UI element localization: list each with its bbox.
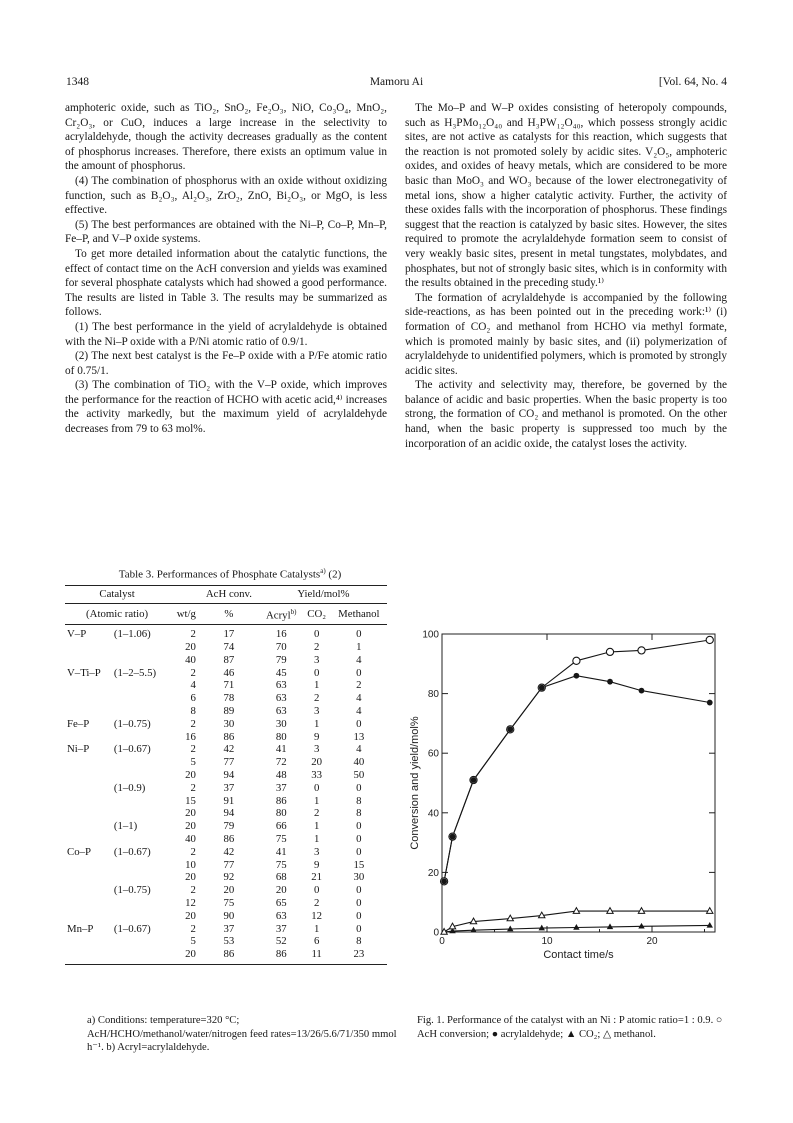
table-cell-acryl: 70 bbox=[275, 640, 287, 653]
paragraph: The activity and selectivity may, therefore, be governed by the balance of acidic and basic properties. When the basic property is too strong, the formation of CO₂ and methanol is promoted. On the other hand, when the basic property is suppressed too much by the incorporation of an acidic oxide, the catalyst loses the activity. bbox=[405, 379, 727, 450]
paragraph: The Mo–P and W–P oxides consisting of heteropoly compounds, such as H₃PMo₁₂O₄₀ and H₃PW₁₂O₄₀, which possess strongly acidic sites, are not active as catalysts for this reaction, which suggests that the reaction is not promoted solely by acidic sites. V₂O₅, amphoteric oxides, and oxides of heavy metals, which are considered to be more basic than MoO₃ and WO₃ because of the lower electronegativity of metal ions, show a higher catalytic activity. Further, the activity of these oxides falls with the incorporation of phosphorus. These findings suggest that the reaction is catalyzed by basic sites. However, the sites required to promote the acrylaldehyde formation seem to consist of very weakly basic sites, present in metal tungstates, molybdates, and phosphates, but not of strongly basic sites, which is in conformity with the results obtained in the preceding study.¹⁾ bbox=[405, 102, 727, 290]
volume-info: [Vol. 64, No. 4 bbox=[658, 76, 727, 88]
table-cell-acryl: 16 bbox=[275, 628, 287, 641]
table-cell-wt: 12 bbox=[185, 896, 196, 909]
table-cell-co2: 3 bbox=[313, 743, 320, 756]
figure-caption bbox=[417, 1014, 737, 1041]
header-catalyst-text: Catalyst bbox=[99, 588, 135, 600]
plot-frame bbox=[442, 634, 715, 932]
table-cell-conv: 79 bbox=[223, 820, 235, 833]
table-row bbox=[65, 871, 387, 884]
header-acryl bbox=[260, 603, 303, 624]
table-cell-acryl: 63 bbox=[275, 679, 287, 692]
table-cell-acryl: 75 bbox=[275, 832, 287, 845]
footnote-marker: a) bbox=[320, 567, 326, 575]
table-cell-catalyst bbox=[65, 705, 112, 718]
table-cell-ratio bbox=[112, 756, 169, 769]
table-cell-methanol: 30 bbox=[353, 871, 365, 884]
table-cell-catalyst bbox=[65, 731, 112, 744]
table-cell-conv: 17 bbox=[223, 628, 235, 641]
table-cell-methanol: 8 bbox=[356, 794, 362, 807]
table-cell-wt: 20 bbox=[185, 768, 196, 781]
header-wt: wt/g bbox=[169, 603, 198, 624]
x-tick-label: 20 bbox=[646, 936, 658, 947]
table-cell-methanol: 23 bbox=[331, 948, 387, 964]
table-cell-ratio bbox=[112, 769, 169, 782]
header-blank bbox=[169, 586, 198, 604]
table-cell-wt: 16 bbox=[185, 730, 196, 743]
table-cell-methanol: 13 bbox=[353, 730, 365, 743]
table-cell-wt: 20 bbox=[185, 909, 196, 922]
table-cell-wt: 5 bbox=[190, 756, 196, 769]
table-cell-methanol: 50 bbox=[353, 768, 365, 781]
table-cell-co2: 20 bbox=[311, 756, 323, 769]
y-tick-label: 80 bbox=[427, 689, 439, 701]
table-row bbox=[65, 897, 387, 910]
data-point-acryl bbox=[441, 878, 447, 884]
table-cell-methanol: 0 bbox=[356, 884, 362, 897]
table-cell-ratio: (1–0.67) bbox=[113, 922, 151, 935]
x-axis-label: Contact time/s bbox=[543, 949, 614, 961]
table-row bbox=[65, 769, 387, 782]
table-cell-methanol: 0 bbox=[356, 628, 362, 641]
table-row bbox=[65, 884, 387, 897]
data-point-methanol bbox=[638, 908, 644, 914]
y-tick-label: 0 bbox=[433, 927, 439, 939]
table-cell-conv: 37 bbox=[223, 922, 235, 935]
left-column bbox=[65, 101, 387, 437]
table-cell-co2: 2 bbox=[313, 640, 320, 653]
open-circle-icon: ○ bbox=[715, 1015, 723, 1026]
table-cell-wt: 2 bbox=[190, 666, 196, 679]
table-footnotes: a) Conditions: temperature=320 °C; AcH/HCHO/methanol/water/nitrogen feed rates=13/26/5.6/71/350 mmol h⁻¹. b) Acryl=acrylaldehyde. bbox=[87, 1015, 397, 1053]
data-point-acryl bbox=[450, 834, 456, 840]
data-point-methanol bbox=[607, 908, 613, 914]
table-row bbox=[65, 820, 387, 833]
table-cell-catalyst bbox=[65, 910, 112, 923]
table-cell-acryl: 41 bbox=[275, 845, 287, 858]
table-cell-methanol: 0 bbox=[356, 666, 362, 679]
table-cell-methanol: 0 bbox=[356, 717, 362, 730]
table-cell-acryl: 86 bbox=[260, 948, 303, 964]
table-cell-co2: 3 bbox=[313, 704, 320, 717]
data-point-co2 bbox=[507, 926, 513, 932]
right-column bbox=[405, 101, 727, 451]
table-cell-conv: 87 bbox=[223, 653, 235, 666]
table-cell-co2: 1 bbox=[313, 717, 320, 730]
table-cell-catalyst bbox=[65, 948, 112, 964]
table-cell-acryl: 41 bbox=[275, 743, 287, 756]
table-row bbox=[65, 625, 387, 641]
table-cell-co2: 33 bbox=[311, 768, 323, 781]
table-caption-text: Table 3. Performances of Phosphate Catalysts bbox=[118, 568, 321, 581]
table-cell-catalyst: V–Ti–P bbox=[67, 666, 101, 679]
figure-caption-text: Fig. 1. Performance of the catalyst with an Ni : P atomic ratio=1 : 0.9. bbox=[417, 1015, 714, 1026]
table-cell-conv: 77 bbox=[223, 858, 235, 871]
data-point-conversion bbox=[606, 648, 613, 655]
table-cell-wt: 5 bbox=[190, 935, 196, 948]
table-row bbox=[65, 654, 387, 667]
table-cell-co2: 9 bbox=[313, 858, 320, 871]
table-cell-ratio bbox=[112, 807, 169, 820]
data-point-conversion bbox=[706, 636, 713, 643]
table-cell-ratio bbox=[112, 692, 169, 705]
table-cell-co2: 3 bbox=[313, 653, 320, 666]
data-point-acryl bbox=[539, 685, 545, 691]
table-cell-co2: 0 bbox=[313, 666, 320, 679]
table-cell-methanol: 0 bbox=[356, 896, 362, 909]
table-cell-acryl: 48 bbox=[275, 768, 287, 781]
data-point-co2 bbox=[470, 927, 476, 933]
table-cell-acryl: 65 bbox=[275, 896, 287, 909]
table-cell-wt: 8 bbox=[190, 704, 196, 717]
table-cell-conv: 86 bbox=[223, 730, 235, 743]
table-cell-wt: 2 bbox=[190, 781, 196, 794]
table-cell-acryl: 75 bbox=[275, 858, 287, 871]
table-cell-conv: 90 bbox=[223, 909, 235, 922]
table-row bbox=[65, 846, 387, 859]
paragraph: (1) The best performance in the yield of acrylaldehyde is obtained with the Ni–P oxide with a P/Ni atomic ratio of 0.9/1. bbox=[65, 320, 387, 348]
table-cell-ratio: (1–0.75) bbox=[113, 884, 151, 897]
table-caption bbox=[65, 567, 395, 581]
table-cell-ratio: (1–0.67) bbox=[113, 845, 151, 858]
table-cell-co2: 9 bbox=[313, 730, 320, 743]
table-cell-ratio bbox=[112, 948, 169, 964]
data-point-acryl bbox=[574, 673, 580, 679]
table-cell-acryl: 63 bbox=[275, 704, 287, 717]
table-cell-co2: 0 bbox=[313, 781, 320, 794]
filled-triangle-icon: ▲ bbox=[565, 1028, 577, 1040]
table-cell-co2: 1 bbox=[313, 832, 320, 845]
table-cell-conv: 89 bbox=[223, 704, 235, 717]
header-catalyst bbox=[65, 586, 169, 604]
table-cell-catalyst bbox=[65, 897, 112, 910]
table-cell-methanol: 0 bbox=[356, 922, 362, 935]
data-point-conversion bbox=[573, 657, 580, 664]
table-cell-catalyst bbox=[65, 807, 112, 820]
table-cell-methanol: 0 bbox=[356, 781, 362, 794]
table-cell-wt: 4 bbox=[190, 679, 196, 692]
table-cell-catalyst bbox=[65, 782, 112, 795]
table-cell-methanol: 0 bbox=[356, 832, 362, 845]
y-tick-label: 100 bbox=[422, 629, 439, 641]
table-cell-wt: 2 bbox=[190, 743, 196, 756]
table-cell-conv: 86 bbox=[198, 948, 260, 964]
y-axis-label: Conversion and yield/mol% bbox=[409, 716, 421, 850]
y-tick-label: 40 bbox=[427, 808, 439, 820]
table-cell-co2: 21 bbox=[311, 871, 323, 884]
series-line-acrylaldehyde bbox=[444, 676, 710, 882]
table-cell-ratio bbox=[112, 705, 169, 718]
table-cell-catalyst bbox=[65, 769, 112, 782]
table-cell-methanol: 0 bbox=[356, 909, 362, 922]
paragraph: amphoteric oxide, such as TiO₂, SnO₂, Fe₂O₃, NiO, Co₃O₄, MnO₂, Cr₂O₃, or CuO, induces a large increase in the selectivity to acrylaldehyde, though the activity decreases gradually as the content of phosphorus increases. Therefore, there exists an optimum value in the amount of phosphorus. bbox=[65, 102, 387, 173]
table-row bbox=[65, 692, 387, 705]
table-cell-wt: 20 bbox=[185, 871, 196, 884]
table-cell-conv: 94 bbox=[223, 807, 235, 820]
table-cell-catalyst bbox=[65, 756, 112, 769]
table-cell-co2: 0 bbox=[313, 628, 320, 641]
table-cell-acryl: 72 bbox=[275, 756, 287, 769]
paragraph: The formation of acrylaldehyde is accompanied by the following side-reactions, as has been pointed out in the preceding work:¹⁾ (i) formation of CO₂ and methanol from HCHO via methyl formate, which is promoted mainly by basic sites, and (ii) polymerization of acrylaldehyde to unidentified polymers, which is promoted by strongly acidic sites. bbox=[405, 291, 727, 377]
table-cell-catalyst bbox=[65, 679, 112, 692]
table-cell-wt: 20 bbox=[185, 807, 196, 820]
table-cell-co2: 2 bbox=[313, 692, 320, 705]
table-cell-catalyst bbox=[65, 935, 112, 948]
data-point-methanol bbox=[573, 908, 579, 914]
legend-co2-text: CO₂; bbox=[578, 1028, 601, 1040]
table-cell-catalyst bbox=[65, 884, 112, 897]
data-point-co2 bbox=[539, 925, 545, 931]
table-cell-acryl: 52 bbox=[275, 935, 287, 948]
table-row bbox=[65, 731, 387, 744]
table-cell-ratio bbox=[112, 731, 169, 744]
paragraph: To get more detailed information about the catalytic functions, the effect of contact time on the AcH conversion and yields was examined for several phosphate catalysts which had showed a good performance. The results are listed in Table 3. The results may be summarized as follows. bbox=[65, 247, 387, 319]
table-row bbox=[65, 718, 387, 731]
table-cell-methanol: 0 bbox=[356, 845, 362, 858]
table-cell-wt: 20 bbox=[185, 820, 196, 833]
table-cell-wt: 20 bbox=[185, 640, 196, 653]
table-cell-methanol: 15 bbox=[353, 858, 365, 871]
table-cell-catalyst: Co–P bbox=[67, 845, 92, 858]
filled-circle-icon: ● bbox=[491, 1028, 499, 1040]
paragraph: (3) The combination of TiO₂ with the V–P oxide, which improves the performance for the reaction of HCHO with acetic acid,⁴⁾ increases the activity markedly, but the maximum yield of acrylaldehyde decreases from 79 to 63 mol%. bbox=[65, 379, 387, 436]
table-cell-methanol: 4 bbox=[356, 653, 362, 666]
table-cell-acryl: 68 bbox=[275, 871, 287, 884]
header-percent: % bbox=[198, 603, 260, 624]
table-row bbox=[65, 807, 387, 820]
table-cell-acryl: 37 bbox=[275, 922, 287, 935]
table-cell-wt: 2 bbox=[190, 884, 196, 897]
table-cell-conv: 94 bbox=[223, 768, 235, 781]
table-cell-ratio: (1–0.9) bbox=[113, 781, 146, 794]
table-row bbox=[65, 859, 387, 872]
table-cell-catalyst: V–P bbox=[67, 628, 87, 641]
table-cell-ratio bbox=[112, 795, 169, 808]
table-cell-ratio bbox=[112, 654, 169, 667]
table-cell-conv: 37 bbox=[223, 781, 235, 794]
y-tick-label: 20 bbox=[427, 867, 439, 879]
table-cell-catalyst bbox=[65, 833, 112, 846]
table-row bbox=[65, 667, 387, 680]
table-cell-catalyst bbox=[65, 820, 112, 833]
table-cell-co2: 12 bbox=[311, 909, 323, 922]
y-tick-label: 60 bbox=[427, 748, 439, 760]
table-cell-wt: 2 bbox=[190, 845, 196, 858]
header-yield: Yield/mol% bbox=[260, 586, 387, 604]
table-cell-conv: 86 bbox=[223, 832, 235, 845]
table-cell-conv: 74 bbox=[223, 640, 235, 653]
table-row bbox=[65, 833, 387, 846]
table-cell-wt: 6 bbox=[190, 692, 196, 705]
table-cell-acryl: 80 bbox=[275, 807, 287, 820]
header-atomic-ratio: (Atomic ratio) bbox=[65, 603, 169, 624]
table-cell-conv: 20 bbox=[223, 884, 235, 897]
table-cell-acryl: 45 bbox=[275, 666, 287, 679]
data-point-conversion bbox=[638, 647, 645, 654]
data-point-acryl bbox=[639, 688, 645, 694]
data-point-acryl bbox=[471, 777, 477, 783]
data-point-co2 bbox=[573, 924, 579, 930]
data-point-methanol bbox=[707, 908, 713, 914]
table-cell-co2: 3 bbox=[313, 845, 320, 858]
table-cell-methanol: 40 bbox=[353, 756, 365, 769]
table-cell-ratio bbox=[112, 833, 169, 846]
table-cell-catalyst bbox=[65, 859, 112, 872]
table-cell-wt: 40 bbox=[185, 653, 196, 666]
table-cell-ratio: (1–2–5.5) bbox=[113, 666, 157, 679]
table-cell-catalyst: Ni–P bbox=[67, 743, 90, 756]
table-cell-methanol: 8 bbox=[356, 935, 362, 948]
table-row bbox=[65, 641, 387, 654]
header-conv: AcH conv. bbox=[198, 586, 260, 604]
table-cell-acryl: 79 bbox=[275, 653, 287, 666]
table-caption-suffix: (2) bbox=[325, 568, 342, 581]
table-cell-ratio bbox=[112, 897, 169, 910]
table-cell-catalyst: Mn–P bbox=[67, 922, 94, 935]
table-cell-ratio: (1–0.75) bbox=[113, 717, 151, 730]
table-cell-wt: 15 bbox=[185, 794, 196, 807]
table-cell-ratio: (1–0.67) bbox=[113, 743, 151, 756]
table-row bbox=[65, 679, 387, 692]
table-cell-ratio bbox=[112, 641, 169, 654]
table-cell-ratio bbox=[112, 910, 169, 923]
table-cell-acryl: 80 bbox=[275, 730, 287, 743]
table-cell-co2: 2 bbox=[313, 807, 320, 820]
table-row bbox=[65, 795, 387, 808]
header-co2: CO₂ bbox=[303, 603, 331, 624]
table-cell-conv: 78 bbox=[223, 692, 235, 705]
data-point-acryl bbox=[707, 700, 713, 706]
data-point-acryl bbox=[507, 726, 513, 732]
table-row bbox=[65, 705, 387, 718]
table-row bbox=[65, 910, 387, 923]
paragraph: (4) The combination of phosphorus with an oxide without oxidizing function, such as B₂O₃, Al₂O₃, ZrO₂, ZnO, Bi₂O₃, or MgO, is less effective. bbox=[65, 174, 387, 217]
table-cell-conv: 42 bbox=[223, 845, 235, 858]
table-cell-conv: 92 bbox=[223, 871, 235, 884]
table-cell-acryl: 30 bbox=[275, 717, 287, 730]
x-tick-label: 10 bbox=[541, 936, 553, 947]
table-row bbox=[65, 756, 387, 769]
table-cell-conv: 77 bbox=[223, 756, 235, 769]
table-cell-methanol: 4 bbox=[356, 743, 362, 756]
table-cell-methanol: 4 bbox=[356, 692, 362, 705]
page-number: 1348 bbox=[66, 76, 89, 88]
table-cell-co2: 11 bbox=[303, 948, 331, 964]
footnote-marker: b) bbox=[290, 607, 297, 616]
table-cell-methanol: 2 bbox=[356, 679, 362, 692]
table-cell-ratio: (1–1.06) bbox=[113, 628, 151, 641]
table-cell-methanol: 4 bbox=[356, 704, 362, 717]
table-cell-catalyst bbox=[65, 871, 112, 884]
table-cell-wt: 40 bbox=[185, 832, 196, 845]
table-cell-co2: 0 bbox=[313, 884, 320, 897]
table-cell-conv: 30 bbox=[223, 717, 235, 730]
data-point-acryl bbox=[607, 679, 613, 685]
table-cell-catalyst bbox=[65, 692, 112, 705]
table-row bbox=[65, 782, 387, 795]
table-cell-acryl: 37 bbox=[275, 781, 287, 794]
table-cell-wt: 2 bbox=[190, 922, 196, 935]
table-cell-wt: 2 bbox=[190, 628, 196, 641]
table-cell-co2: 2 bbox=[313, 896, 320, 909]
table-cell-conv: 53 bbox=[223, 935, 235, 948]
table-cell-ratio bbox=[112, 679, 169, 692]
table-cell-methanol: 1 bbox=[356, 640, 362, 653]
data-point-co2 bbox=[638, 923, 644, 929]
performance-table bbox=[65, 585, 387, 965]
table-cell-acryl: 86 bbox=[275, 794, 287, 807]
header-acryl-text: Acryl bbox=[266, 609, 291, 622]
table-cell-co2: 1 bbox=[313, 922, 320, 935]
paragraph: (2) The next best catalyst is the Fe–P oxide with a P/Fe atomic ratio of 0.75/1. bbox=[65, 350, 387, 377]
open-triangle-icon: △ bbox=[602, 1028, 612, 1040]
table-cell-acryl: 63 bbox=[275, 692, 287, 705]
table-cell-co2: 6 bbox=[313, 935, 320, 948]
figure-1-chart bbox=[405, 620, 745, 961]
table-cell-catalyst: Fe–P bbox=[67, 717, 90, 730]
table-cell-ratio: (1–1) bbox=[113, 820, 138, 833]
table-cell-conv: 46 bbox=[223, 666, 235, 679]
table-cell-ratio bbox=[112, 871, 169, 884]
table-row bbox=[65, 935, 387, 948]
running-author: Mamoru Ai bbox=[369, 76, 424, 88]
table-cell-acryl: 63 bbox=[275, 909, 287, 922]
table-row bbox=[65, 948, 387, 964]
header-methanol: Methanol bbox=[331, 603, 387, 624]
data-point-co2 bbox=[607, 923, 613, 929]
table-cell-catalyst bbox=[65, 654, 112, 667]
table-cell-wt: 20 bbox=[169, 948, 198, 964]
table-cell-methanol: 0 bbox=[356, 820, 362, 833]
table-cell-ratio bbox=[112, 859, 169, 872]
legend-acryl-text: acrylaldehyde; bbox=[500, 1028, 564, 1040]
table-cell-conv: 75 bbox=[223, 896, 235, 909]
data-point-co2 bbox=[707, 922, 713, 928]
table-cell-catalyst bbox=[65, 641, 112, 654]
table-cell-catalyst bbox=[65, 795, 112, 808]
paragraph: (5) The best performances are obtained with the Ni–P, Co–P, Mn–P, Fe–P, and V–P oxide systems. bbox=[65, 218, 387, 246]
table-cell-conv: 42 bbox=[223, 743, 235, 756]
table-cell-acryl: 20 bbox=[275, 884, 287, 897]
table-cell-co2: 1 bbox=[313, 679, 320, 692]
legend-conversion-text: AcH conversion; bbox=[417, 1028, 490, 1040]
table-cell-ratio bbox=[112, 935, 169, 948]
table-cell-wt: 10 bbox=[185, 858, 196, 871]
table-cell-co2: 1 bbox=[313, 794, 320, 807]
table-row bbox=[65, 923, 387, 936]
table-cell-conv: 71 bbox=[223, 679, 235, 692]
table-cell-conv: 91 bbox=[223, 794, 235, 807]
legend-methanol-text: methanol. bbox=[613, 1028, 656, 1040]
x-tick-label: 0 bbox=[439, 936, 445, 947]
table-cell-methanol: 8 bbox=[356, 807, 362, 820]
table-cell-co2: 1 bbox=[313, 820, 320, 833]
table-cell-wt: 2 bbox=[190, 717, 196, 730]
table-cell-acryl: 66 bbox=[275, 820, 287, 833]
table-row bbox=[65, 743, 387, 756]
